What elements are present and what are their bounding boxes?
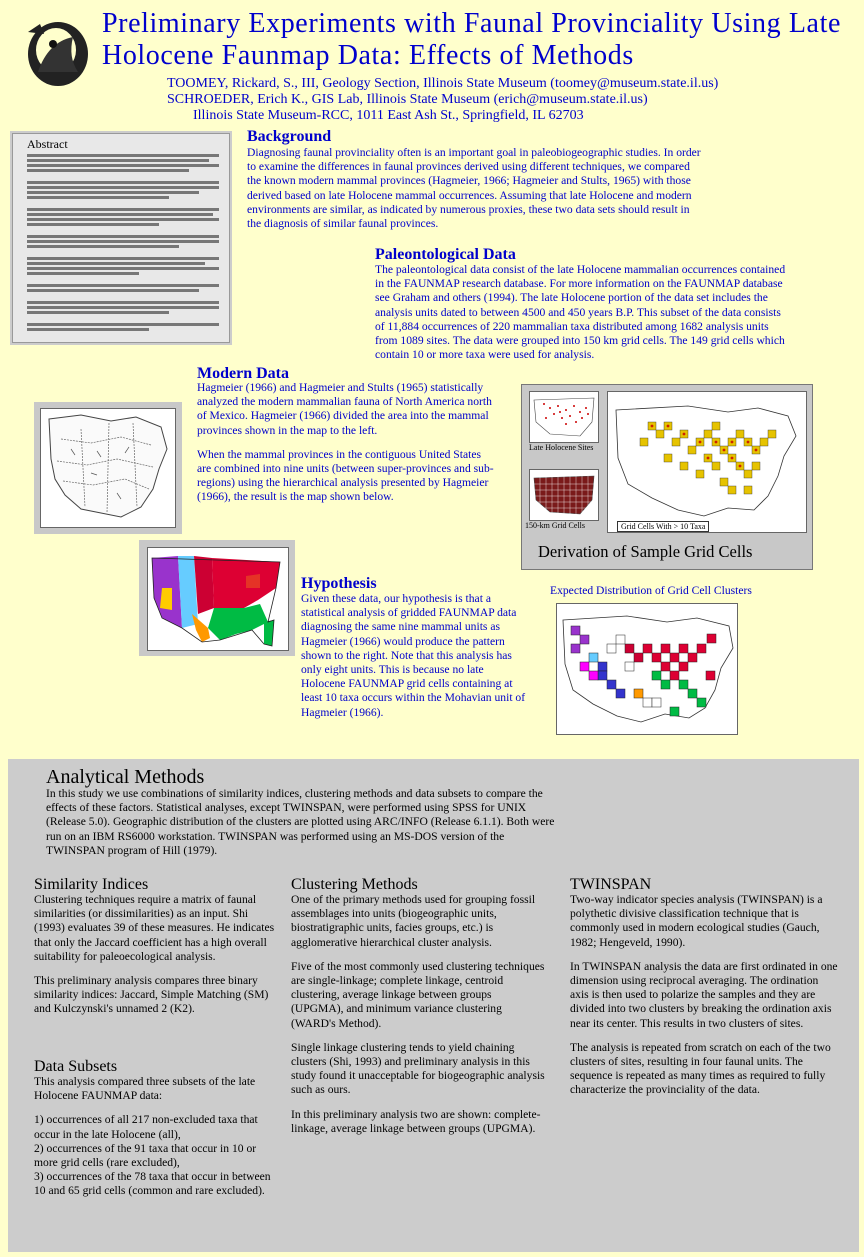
author-schroeder: SCHROEDER, Erich K., GIS Lab, Illinois State Museum (erich@museum.state.il.us) xyxy=(167,92,648,107)
subsets-intro: This analysis compared three subsets of the late Holocene FAUNMAP data: xyxy=(34,1075,256,1103)
modern-heading: Modern Data xyxy=(197,365,289,382)
grid-cells-map xyxy=(529,469,599,521)
similarity-text xyxy=(34,893,280,1027)
modern-text xyxy=(197,381,495,515)
clustering-para-2: Five of the most commonly used clustering techniques are single-linkage; complete linkage, centroid clustering, average linkage between groups (UPGMA), and minimum variance clustering (WARD's Method). xyxy=(291,959,545,1030)
late-holocene-sites-map xyxy=(529,391,599,443)
label-late-holocene-sites: Late Holocene Sites xyxy=(529,443,594,452)
twinspan-text xyxy=(570,893,838,1108)
similarity-para-2: This preliminary analysis compares three binary similarity indices: Jaccard, Simple Matching (SM) and Kulczynski's unnamed 2 (K2). xyxy=(34,974,269,1016)
clustering-text xyxy=(291,893,546,1146)
subset-item: 2) occurrences of the 91 taxa that occur in 10 or more grid cells (rare excluded), xyxy=(34,1141,257,1170)
modern-para-2: When the mammal provinces in the contiguous United States are combined into nine units (between super-provinces and sub-regions) using the hierarchical analysis presented by Hagmeier (1966), the result is the map shown below. xyxy=(197,447,494,504)
label-grid-cells: 150-km Grid Cells xyxy=(525,521,585,530)
subsets-list xyxy=(34,1113,280,1198)
background-text: Diagnosing faunal provinciality often is an important goal in paleobiogeographic studies. In order to examine the differences in faunal provinces derived using different techniques, we compared the known modern mammal provinces (Hagmeier, 1966; Hagmeier and Stults, 1965) with those derived based on late Holocene mammal occurrences. Assuming that late Holocene and modern environments are similar, as indicated by numerous proxies, these two data sets should result in the diagnosis of similar faunal provinces. xyxy=(247,146,701,231)
north-america-province-map xyxy=(40,408,176,528)
twinspan-para-1: Two-way indicator species analysis (TWINSPAN) is a polythetic divisive classification technique that is commonly used in modern ecological studies (Gauch, 1982; Hengeveld, 1990). xyxy=(570,893,823,949)
author-address: Illinois State Museum-RCC, 1011 East Ash St., Springfield, IL 62703 xyxy=(193,108,584,123)
derivation-caption: Derivation of Sample Grid Cells xyxy=(538,542,753,561)
subset-item: 3) occurrences of the 78 taxa that occur in between 10 and 65 grid cells (common and rare excluded). xyxy=(34,1170,271,1198)
similarity-para-1: Clustering techniques require a matrix of faunal similarities (or dissimilarities) as an input. Shi (1993) evaluates 39 of these measures. He indicates that only the Jaccard coefficient has a high overall suitability for paleoecological analysis. xyxy=(34,893,275,963)
abstract-heading: Abstract xyxy=(27,137,68,151)
clustering-para-4: In this preliminary analysis two are shown: complete-linkage, average linkage between groups (UPGMA). xyxy=(291,1107,541,1135)
abstract-text-lines xyxy=(13,154,229,331)
clustering-para-1: One of the primary methods used for grouping fossil assemblages into units (biogeographic units, biostratigraphic units, facies groups, etc.) is agglomerative hierarchical cluster analysis. xyxy=(291,893,536,949)
subsets-heading: Data Subsets xyxy=(34,1058,118,1075)
subsets-text xyxy=(34,1075,280,1199)
twinspan-para-3: The analysis is repeated from scratch on each of the two clusters of sites, resulting in four faunal units. The sequence is repeated as many times as required to fully characterize the provinciality of the data. xyxy=(570,1040,831,1097)
expected-distribution-map xyxy=(556,603,738,735)
hypothesis-heading: Hypothesis xyxy=(301,575,377,592)
nine-unit-map-frame xyxy=(139,540,295,656)
modern-para-1: Hagmeier (1966) and Hagmeier and Stults (1965) statistically analyzed the modern mammalian fauna of North America north of Mexico. Hagmeier (1966) divided the area into the mammal provinces shown in the map to the left. xyxy=(197,381,492,437)
clustering-para-3: Single linkage clustering tends to yield chaining clusters (Shi, 1993) and preliminary analysis in this study found it unacceptable for biogeographic analysis such as ours. xyxy=(291,1040,545,1097)
similarity-heading: Similarity Indices xyxy=(34,876,149,893)
province-map-frame xyxy=(34,402,182,534)
twinspan-para-2: In TWINSPAN analysis the data are first ordinated in one dimension using reciprocal averaging. The ordination axis is then used to polarize the samples and they are divided into two clusters by breaking the ordination axis near its center. This results in two clusters of sites. xyxy=(570,959,838,1030)
analytical-text: In this study we use combinations of similarity indices, clustering methods and data subsets to compare the effects of these factors. Statistical analyses, except TWINSPAN, were performed using SPSS for UNIX (Release 5.0). Geographic distribution of the clusters are plotted using ARC/INFO (Release 6.1.1). Both were run on an IBM RS6000 workstation. TWINSPAN was performed using an MS-DOS version of the TWINSPAN program of Hill (1979). xyxy=(46,787,555,857)
author-toomey: TOOMEY, Rickard, S., III, Geology Section, Illinois State Museum (toomey@museum.state.il.us) xyxy=(167,76,719,91)
background-heading: Background xyxy=(247,128,332,145)
grid-cells-over-10-map xyxy=(607,391,807,533)
abstract-box xyxy=(12,133,230,343)
museum-logo xyxy=(18,12,98,92)
paleo-text: The paleontological data consist of the late Holocene mammalian occurrences contained in the FAUNMAP research database. For more information on the FAUNMAP database see Graham and others (1994). The late Holocene portion of the data set includes the analysis units dated to between 4500 and 450 years B.P. This subset of the data consists of 11,884 occurrences of 220 mammalian taxa distributed among 1682 analysis units from 1089 sites. The data were grouped into 150 km grid cells. The 149 grid cells which contain 10 or more taxa were used for analysis. xyxy=(375,263,786,362)
twinspan-heading: TWINSPAN xyxy=(570,876,652,893)
poster-title: Preliminary Experiments with Faunal Provinciality Using Late Holocene Faunmap Data: Effects of Methods xyxy=(102,8,841,71)
clustering-heading: Clustering Methods xyxy=(291,876,418,893)
nine-unit-province-map xyxy=(147,547,289,651)
subset-item: 1) occurrences of all 217 non-excluded taxa that occur in the late Holocene (all), xyxy=(34,1113,258,1141)
hypothesis-text: Given these data, our hypothesis is that a statistical analysis of gridded FAUNMAP data diagnosing the same nine mammal units as Hagmeier (1966) would produce the pattern shown to the right. Note that this analysis has only eight units. This is because no late Holocene FAUNMAP grid cells containing at least 10 taxa occurs within the Mohavian unit of Hagmeier (1966). xyxy=(301,592,526,719)
label-grid-cells-over-10: Grid Cells With > 10 Taxa xyxy=(617,521,709,532)
expected-caption: Expected Distribution of Grid Cell Clusters xyxy=(550,584,752,597)
analytical-heading: Analytical Methods xyxy=(46,766,205,788)
derivation-frame xyxy=(521,384,813,570)
paleo-heading: Paleontological Data xyxy=(375,246,516,263)
